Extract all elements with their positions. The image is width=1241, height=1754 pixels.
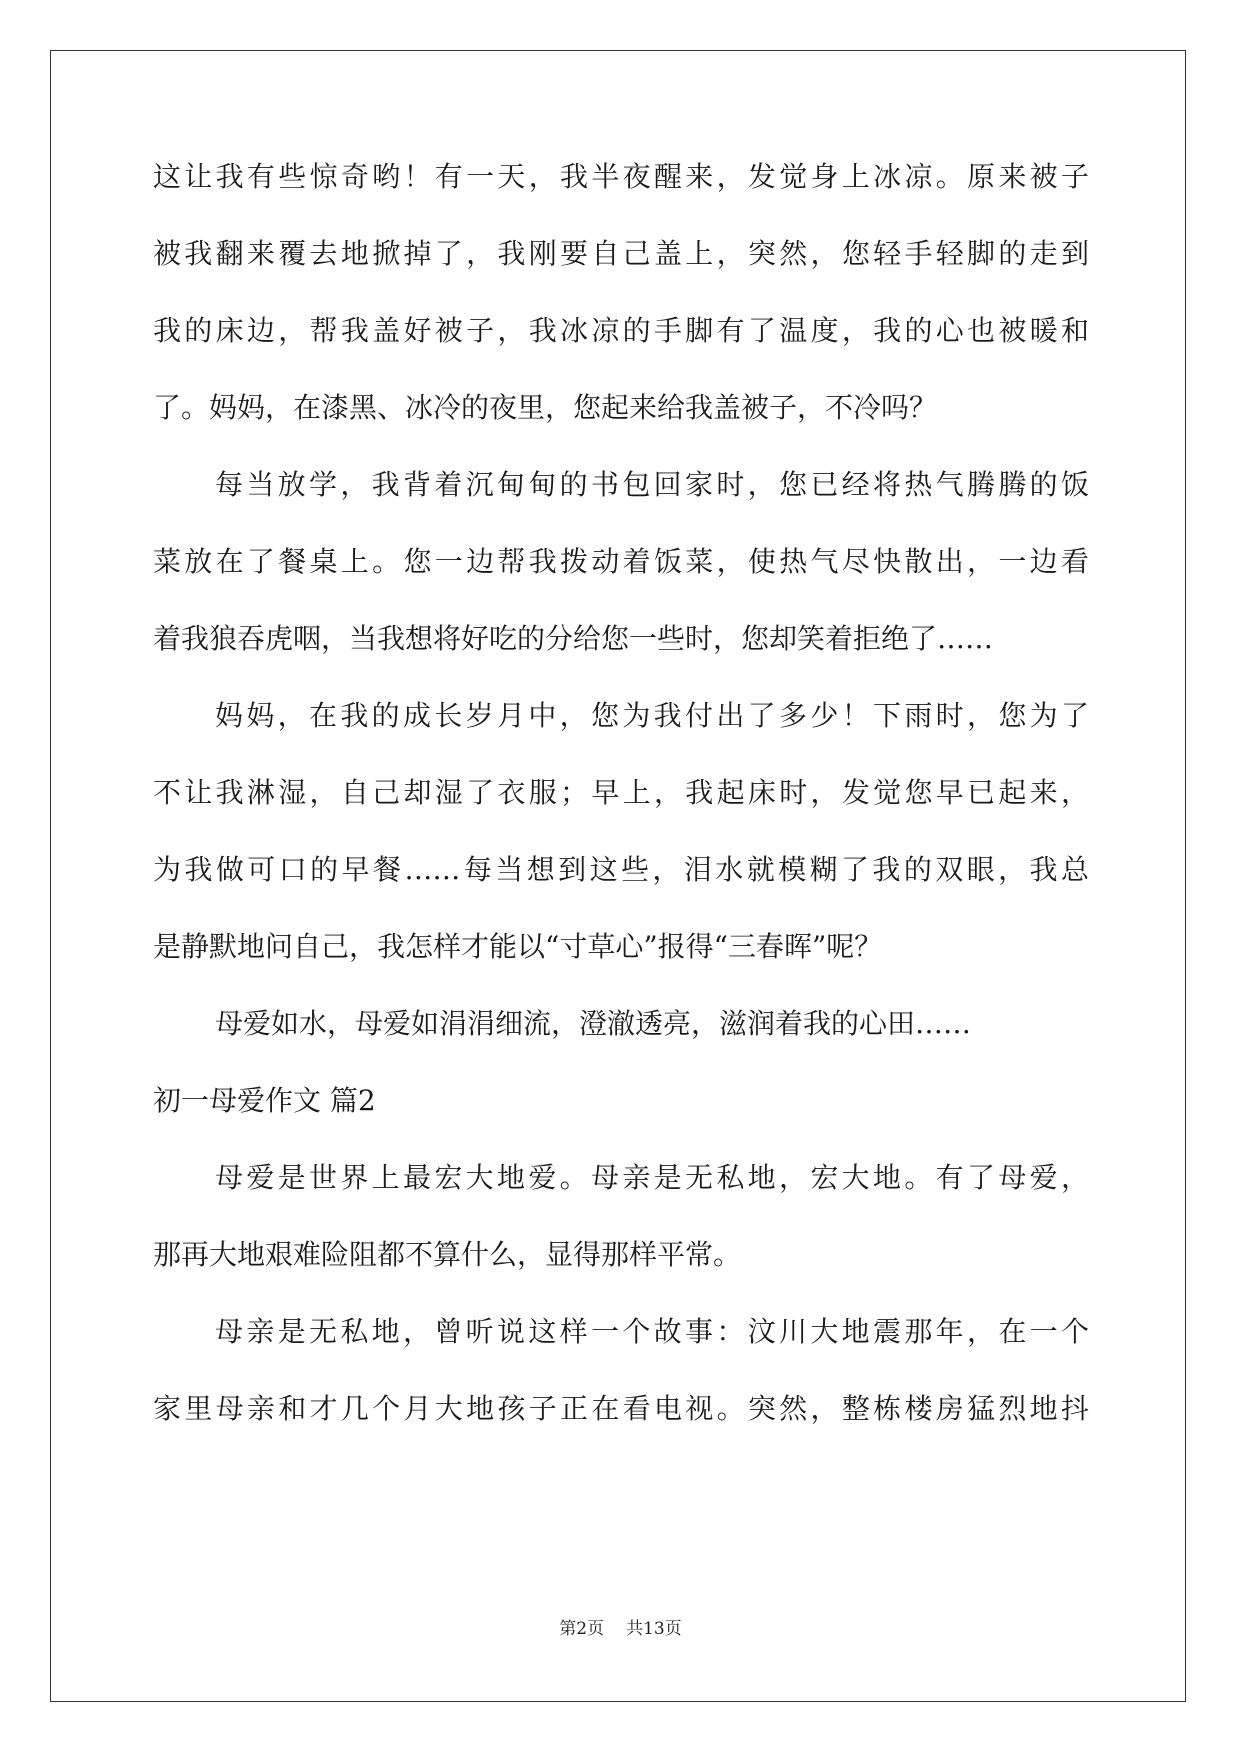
paragraph-start-line: 母亲是无私地，曾听说这样一个故事：汶川大地震那年，在一个 bbox=[215, 1315, 1089, 1348]
text-line: 着我狼吞虎咽，当我想将好吃的分给您一些时，您却笑着拒绝了…… bbox=[153, 622, 994, 655]
section-heading: 初一母爱作文 篇2 bbox=[153, 1084, 376, 1117]
text-line: 了。妈妈，在漆黑、冰冷的夜里，您起来给我盖被子，不冷吗？ bbox=[153, 391, 938, 424]
text-line: 家里母亲和才几个月大地孩子正在看电视。突然，整栋楼房猛烈地抖 bbox=[153, 1392, 1089, 1425]
page-footer bbox=[0, 1618, 1241, 1640]
text-line: 被我翻来覆去地掀掉了，我刚要自己盖上，突然，您轻手轻脚的走到 bbox=[153, 237, 1089, 270]
paragraph-start-line: 母爱是世界上最宏大地爱。母亲是无私地，宏大地。有了母爱， bbox=[215, 1161, 1089, 1194]
text-line: 不让我淋湿，自己却湿了衣服；早上，我起床时，发觉您早已起来， bbox=[153, 776, 1089, 809]
text-line: 是静默地问自己，我怎样才能以“寸草心”报得“三春晖”呢？ bbox=[153, 930, 883, 963]
paragraph-start-line: 每当放学，我背着沉甸甸的书包回家时，您已经将热气腾腾的饭 bbox=[215, 468, 1089, 501]
text-line: 那再大地艰难险阻都不算什么，显得那样平常。 bbox=[153, 1238, 742, 1271]
paragraph-start-line: 妈妈，在我的成长岁月中，您为我付出了多少！下雨时，您为了 bbox=[215, 699, 1089, 732]
text-line: 这让我有些惊奇哟！有一天，我半夜醒来，发觉身上冰凉。原来被子 bbox=[153, 160, 1089, 193]
text-line: 菜放在了餐桌上。您一边帮我拨动着饭菜，使热气尽快散出，一边看 bbox=[153, 545, 1089, 578]
text-line: 我的床边，帮我盖好被子，我冰凉的手脚有了温度，我的心也被暖和 bbox=[153, 314, 1089, 347]
paragraph-start-line: 母爱如水，母爱如涓涓细流，澄澈透亮，滋润着我的心田…… bbox=[215, 1007, 972, 1040]
text-line: 为我做可口的早餐……每当想到这些，泪水就模糊了我的双眼，我总 bbox=[153, 853, 1089, 886]
page-number: 第2页 bbox=[559, 1619, 605, 1639]
page-total: 共13页 bbox=[626, 1619, 682, 1639]
